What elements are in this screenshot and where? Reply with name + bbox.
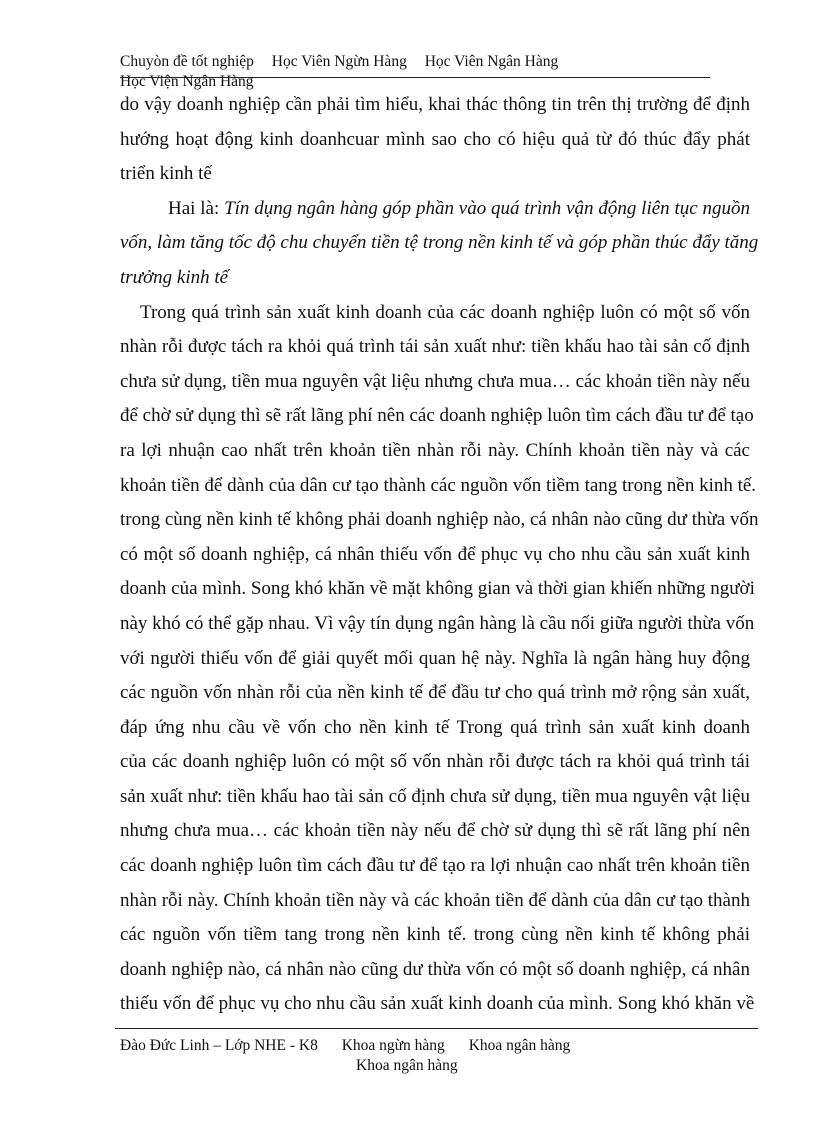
header-line-2: Học Viện Ngân Hàng	[120, 73, 254, 90]
header-title: Chuyòn đề tốt nghiệp	[120, 53, 254, 70]
paragraph-3	[120, 296, 759, 1022]
text-line: doanh nghiệp nào, cá nhân nào cũng dư thừa vốn có một số doanh nghiệp, cá nhân	[120, 958, 750, 980]
text-line: trưởng kinh tế	[120, 266, 229, 288]
footer-line-2: Khoa ngân hàng	[356, 1057, 458, 1074]
page-header	[120, 52, 710, 92]
footer-faculty: Khoa ngừn hàng	[341, 1037, 445, 1054]
text-line: đáp ứng nhu cầu về vốn cho nền kinh tế Trong quá trình sản xuất kinh doanh	[120, 716, 750, 738]
text-line: do vậy doanh nghiệp cần phải tìm hiểu, khai thác thông tin trên thị trường để định	[120, 94, 750, 115]
text-line: các nguồn vốn nhàn rỗi của nền kinh tế để đầu tư cho quá trình mở rộng sản xuất,	[120, 682, 750, 704]
text-line	[120, 192, 750, 227]
header-divider	[120, 77, 710, 78]
text-line: để chờ sử dụng thì sẽ rất lãng phí nên các doanh nghiệp luôn tìm cách đầu tư để tạo	[120, 405, 754, 427]
footer-author: Đào Đức Linh – Lớp NHE - K8	[120, 1037, 318, 1054]
page-footer	[120, 1036, 680, 1076]
text-line: vốn, làm tăng tốc độ chu chuyển tiền tệ trong nền kinh tế và góp phần thúc đẩy tăng	[120, 232, 759, 254]
italic-text: Tín dụng ngân hàng góp phần vào quá trình vận động liên tục nguồn	[224, 197, 750, 219]
text-line: thiếu vốn để phục vụ cho nhu cầu sản xuất kinh doanh của mình. Song khó khăn về	[120, 993, 755, 1015]
text-line: của các doanh nghiệp luôn có một số vốn nhàn rỗi được tách ra khỏi quá trình tái	[120, 751, 750, 773]
paragraph-label: Hai là:	[168, 197, 220, 219]
text-line: ra lợi nhuận cao nhất trên khoản tiền nhàn rỗi này. Chính khoản tiền này và các	[120, 439, 750, 461]
paragraph-1	[120, 88, 750, 192]
text-line: doanh của mình. Song khó khăn về mặt không gian và thời gian khiến những người	[120, 578, 755, 600]
paragraph-2	[120, 192, 759, 296]
text-line: khoản tiền để dành của dân cư tạo thành các nguồn vốn tiềm tang trong nền kinh tế.	[120, 474, 757, 496]
text-line: nhàn rỗi này. Chính khoản tiền này và các khoản tiền để dành của dân cư tạo thành	[120, 889, 750, 911]
text-line: có một số doanh nghiệp, cá nhân thiếu vốn để phục vụ cho nhu cầu sản xuất kinh	[120, 543, 750, 565]
footer-faculty-repeat: Khoa ngân hàng	[468, 1037, 571, 1054]
header-school-repeat: Học Viên Ngân Hàng	[424, 53, 559, 70]
text-line: nhàn rỗi được tách ra khỏi quá trình tái sản xuất như: tiền khấu hao tài sản cố định	[120, 336, 750, 358]
text-line: các nguồn vốn tiềm tang trong nền kinh tế. trong cùng nền kinh tế không phải	[120, 924, 750, 946]
text-line: nhưng chưa mua… các khoản tiền này nếu để chờ sử dụng thì sẽ rất lãng phí nên	[120, 820, 750, 842]
text-line: trong cùng nền kinh tế không phải doanh nghiệp nào, cá nhân nào cũng dư thừa vốn	[120, 509, 759, 531]
text-line: chưa sử dụng, tiền mua nguyên vật liệu nhưng chưa mua… các khoản tiền này nếu	[120, 370, 750, 392]
document-body	[120, 88, 759, 1022]
header-row	[120, 52, 710, 72]
text-line: này khó có thể gặp nhau. Vì vậy tín dụng ngân hàng là cầu nối giữa người thừa vốn	[120, 612, 755, 634]
text-line: Trong quá trình sản xuất kinh doanh của các doanh nghiệp luôn có một số vốn	[140, 301, 750, 323]
footer-row	[120, 1036, 680, 1056]
text-line: sản xuất như: tiền khấu hao tài sản cố định chưa sử dụng, tiền mua nguyên vật liệu	[120, 785, 750, 807]
header-school: Học Viên Ngừn Hàng	[271, 53, 407, 70]
text-line: các doanh nghiệp luôn tìm cách đầu tư để tạo ra lợi nhuận cao nhất trên khoản tiền	[120, 855, 750, 877]
text-line: triển kinh tế	[120, 163, 212, 185]
text-line: với người thiếu vốn để giải quyết mối quan hệ này. Nghĩa là ngân hàng huy động	[120, 647, 750, 669]
text-line: hướng hoạt động kinh doanhcuar mình sao cho có hiệu quả từ đó thúc đẩy phát	[120, 128, 750, 150]
footer-divider	[115, 1028, 758, 1029]
